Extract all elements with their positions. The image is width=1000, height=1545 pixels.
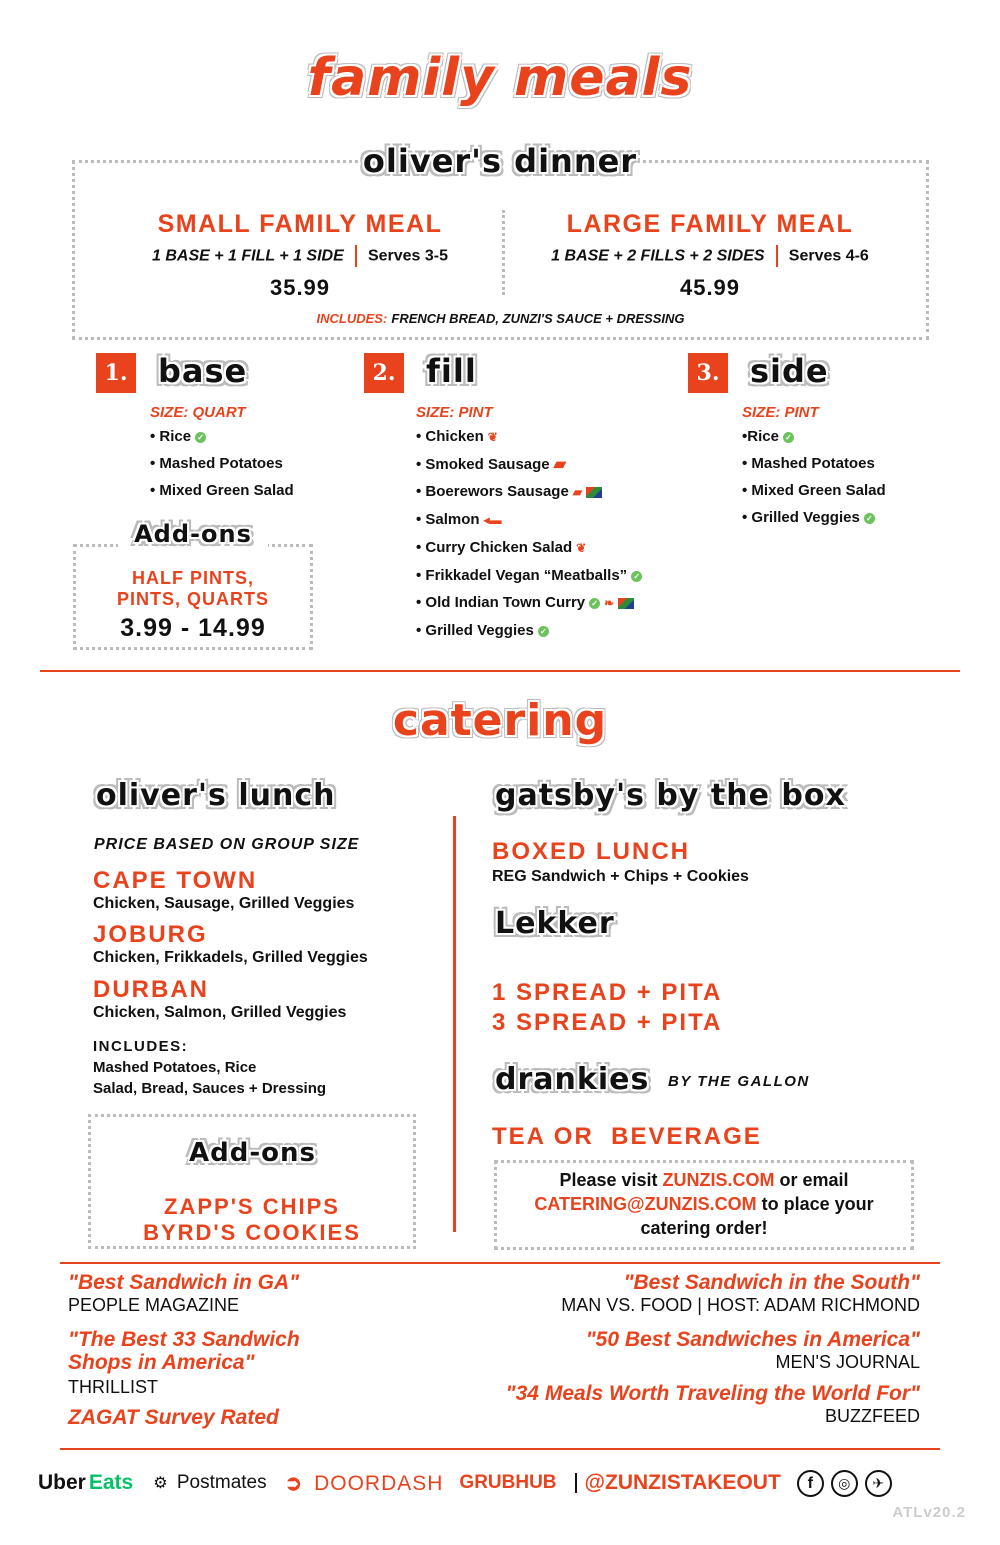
olivers-lunch-options xyxy=(93,868,368,1099)
addon-item: ZAPP'S CHIPS xyxy=(164,1194,340,1219)
list-item: • Mixed Green Salad xyxy=(742,482,886,499)
south-africa-flag-icon xyxy=(586,487,602,498)
catering-addons-title: Add-ons xyxy=(189,1138,316,1168)
meal-divider xyxy=(502,210,505,295)
press-source: BUZZFEED xyxy=(824,1406,920,1426)
vegan-icon: ✓ xyxy=(783,432,794,443)
includes-line1: Mashed Potatoes, Rice xyxy=(93,1059,257,1076)
option-desc: Chicken, Salmon, Grilled Veggies xyxy=(93,1004,347,1021)
page-title: family meals xyxy=(307,48,693,108)
order-text: Please visit xyxy=(559,1170,663,1190)
press-source: MEN'S JOURNAL xyxy=(775,1352,920,1372)
vegan-icon: ✓ xyxy=(538,626,549,637)
includes-label: INCLUDES: xyxy=(316,311,388,326)
addons-line1: HALF PINTS, xyxy=(132,568,254,588)
addon-item: BYRD'S COOKIES xyxy=(143,1220,361,1245)
order-info-text xyxy=(494,1168,914,1240)
option-name: DURBAN xyxy=(93,976,209,1003)
large-meal-name: LARGE FAMILY MEAL xyxy=(566,210,854,238)
section-divider xyxy=(60,1448,940,1450)
drankies-item: TEA OR BEVERAGE xyxy=(492,1123,762,1150)
list-item: • Rice ✓ xyxy=(150,423,294,450)
catering-column-divider xyxy=(453,816,456,1232)
grubhub-logo[interactable]: GRUBHUB xyxy=(459,1472,557,1493)
list-item: • Smoked Sausage ▰ xyxy=(416,456,566,473)
base-size: SIZE: QUART xyxy=(150,404,246,421)
side-section xyxy=(742,404,886,531)
doordash-logo[interactable] xyxy=(285,1471,444,1496)
fish-icon: ◂▬ xyxy=(483,513,502,527)
small-meal-combo: 1 BASE + 1 FILL + 1 SIDE xyxy=(151,247,344,265)
fill-section xyxy=(416,404,642,644)
large-family-meal xyxy=(510,210,910,301)
chicken-icon: ❦ xyxy=(487,430,498,444)
base-section xyxy=(150,404,294,504)
list-item: • Chicken ❦ xyxy=(416,428,498,445)
list-item: • Frikkadel Vegan “Meatballs” ✓ xyxy=(416,562,642,589)
drankies-sub: BY THE GALLON xyxy=(668,1073,810,1090)
list-item: • Boerewors Sausage ▰ xyxy=(416,478,642,506)
addons-content xyxy=(73,568,313,643)
addons-line2: PINTS, QUARTS xyxy=(116,589,269,609)
side-number-badge: 3. xyxy=(688,353,728,393)
side-size: SIZE: PINT xyxy=(742,404,819,421)
eats-text: Eats xyxy=(88,1471,134,1494)
press-quote: "50 Best Sandwiches in America" xyxy=(585,1328,920,1351)
south-africa-flag-icon xyxy=(618,598,634,609)
postmates-text: Postmates xyxy=(176,1472,267,1493)
includes-row xyxy=(72,311,929,327)
uber-text: Uber xyxy=(38,1471,86,1494)
base-number-badge: 1. xyxy=(96,353,136,393)
facebook-icon[interactable]: f xyxy=(797,1470,824,1497)
chicken-icon: ❦ xyxy=(576,541,587,555)
gatsby-title: gatsby's by the box xyxy=(495,778,846,813)
large-meal-price: 45.99 xyxy=(679,275,741,300)
list-item: • Old Indian Town Curry ✓ ❧ xyxy=(416,589,642,617)
list-item: • Grilled Veggies ✓ xyxy=(416,617,642,644)
lekker-item: 3 SPREAD + PITA xyxy=(492,1009,723,1036)
press-source: MAN VS. FOOD | HOST: ADAM RICHMOND xyxy=(561,1295,920,1315)
press-source: THRILLIST xyxy=(68,1377,159,1397)
includes-label: INCLUDES: xyxy=(93,1038,189,1055)
website-link[interactable]: ZUNZIS.COM xyxy=(662,1170,775,1190)
catering-title: catering xyxy=(392,695,608,746)
large-meal-combo: 1 BASE + 2 FILLS + 2 SIDES xyxy=(551,247,765,265)
order-text: to place your xyxy=(756,1194,874,1214)
footer-divider xyxy=(575,1473,577,1493)
small-meal-price: 35.99 xyxy=(269,275,331,300)
fill-number-badge: 2. xyxy=(364,353,404,393)
lekker-item: 1 SPREAD + PITA xyxy=(492,979,723,1006)
press-quote: "Best Sandwich in GA" xyxy=(68,1271,300,1294)
olivers-lunch-note: PRICE BASED ON GROUP SIZE xyxy=(94,836,360,853)
footer-bar xyxy=(38,1466,968,1500)
small-meal-combo-row xyxy=(100,245,500,267)
section-divider xyxy=(60,1262,940,1264)
press-quote: Shops in America" xyxy=(68,1351,255,1374)
boxed-lunch-desc: REG Sandwich + Chips + Cookies xyxy=(492,868,749,885)
small-meal-name: SMALL FAMILY MEAL xyxy=(157,210,443,238)
vegan-icon: ✓ xyxy=(631,571,642,582)
press-quote: ZAGAT Survey Rated xyxy=(68,1406,279,1429)
order-text: or email xyxy=(774,1170,849,1190)
chili-pepper-icon: ❧ xyxy=(604,596,615,610)
boxed-lunch-name: BOXED LUNCH xyxy=(492,838,691,865)
divider xyxy=(776,245,778,267)
pig-icon: ▰ xyxy=(553,456,566,473)
olivers-dinner-title: oliver's dinner xyxy=(360,142,640,180)
olivers-lunch-title: oliver's lunch xyxy=(96,778,336,813)
addons-title: Add-ons xyxy=(118,520,268,548)
social-handle[interactable]: @ZUNZISTAKEOUT xyxy=(584,1471,781,1494)
press-quote: "Best Sandwich in the South" xyxy=(623,1271,920,1294)
courier-icon: ⚙ xyxy=(153,1475,168,1492)
option-name: CAPE TOWN xyxy=(93,867,258,894)
includes-line2: Salad, Bread, Sauces + Dressing xyxy=(93,1080,327,1097)
list-item: • Curry Chicken Salad ❦ xyxy=(416,539,587,556)
divider xyxy=(355,245,357,267)
option-name: JOBURG xyxy=(93,921,208,948)
instagram-icon[interactable]: ◎ xyxy=(831,1470,858,1497)
base-title: base xyxy=(158,352,248,390)
vegan-icon: ✓ xyxy=(589,598,600,609)
email-link[interactable]: CATERING@ZUNZIS.COM xyxy=(534,1194,757,1214)
press-left xyxy=(68,1271,300,1429)
lekker-title: Lekker xyxy=(495,906,615,941)
list-item: • Salmon ◂▬ xyxy=(416,511,502,528)
large-meal-serves: Serves 4-6 xyxy=(788,247,869,265)
fill-size: SIZE: PINT xyxy=(416,404,493,421)
small-meal-serves: Serves 3-5 xyxy=(367,247,449,265)
vegan-icon: ✓ xyxy=(864,513,875,524)
twitter-icon[interactable]: ✈ xyxy=(865,1470,892,1497)
large-meal-combo-row xyxy=(510,245,910,267)
cow-icon: ▰ xyxy=(572,485,583,499)
section-divider xyxy=(40,670,960,672)
list-item: • Grilled Veggies ✓ xyxy=(742,504,886,531)
side-title: side xyxy=(750,352,829,390)
doordash-dash-icon: ➲ xyxy=(284,1471,304,1495)
list-item: • Mashed Potatoes xyxy=(150,455,283,472)
addons-price: 3.99 - 14.99 xyxy=(120,614,266,642)
version-label: ATLv20.2 xyxy=(892,1504,966,1521)
list-item: •Rice ✓ xyxy=(742,423,886,450)
uber-eats-logo[interactable] xyxy=(38,1471,133,1495)
press-quote: "The Best 33 Sandwich xyxy=(68,1328,300,1351)
small-family-meal xyxy=(100,210,500,301)
drankies-title: drankies xyxy=(495,1062,650,1097)
fill-title: fill xyxy=(426,352,477,390)
press-quote: "34 Meals Worth Traveling the World For" xyxy=(505,1382,920,1405)
order-text: catering order! xyxy=(640,1218,768,1238)
option-desc: Chicken, Sausage, Grilled Veggies xyxy=(93,895,355,912)
postmates-logo[interactable] xyxy=(153,1472,266,1494)
press-right xyxy=(506,1271,920,1427)
press-source: PEOPLE MAGAZINE xyxy=(68,1295,240,1315)
list-item: • Mixed Green Salad xyxy=(150,482,294,499)
includes-text: FRENCH BREAD, ZUNZI'S SAUCE + DRESSING xyxy=(391,311,685,326)
list-item: • Mashed Potatoes xyxy=(742,455,875,472)
lekker-items xyxy=(492,978,722,1038)
option-desc: Chicken, Frikkadels, Grilled Veggies xyxy=(93,949,368,966)
doordash-text: DOORDASH xyxy=(314,1471,444,1495)
catering-addons-content xyxy=(88,1194,416,1246)
vegan-icon: ✓ xyxy=(195,432,206,443)
